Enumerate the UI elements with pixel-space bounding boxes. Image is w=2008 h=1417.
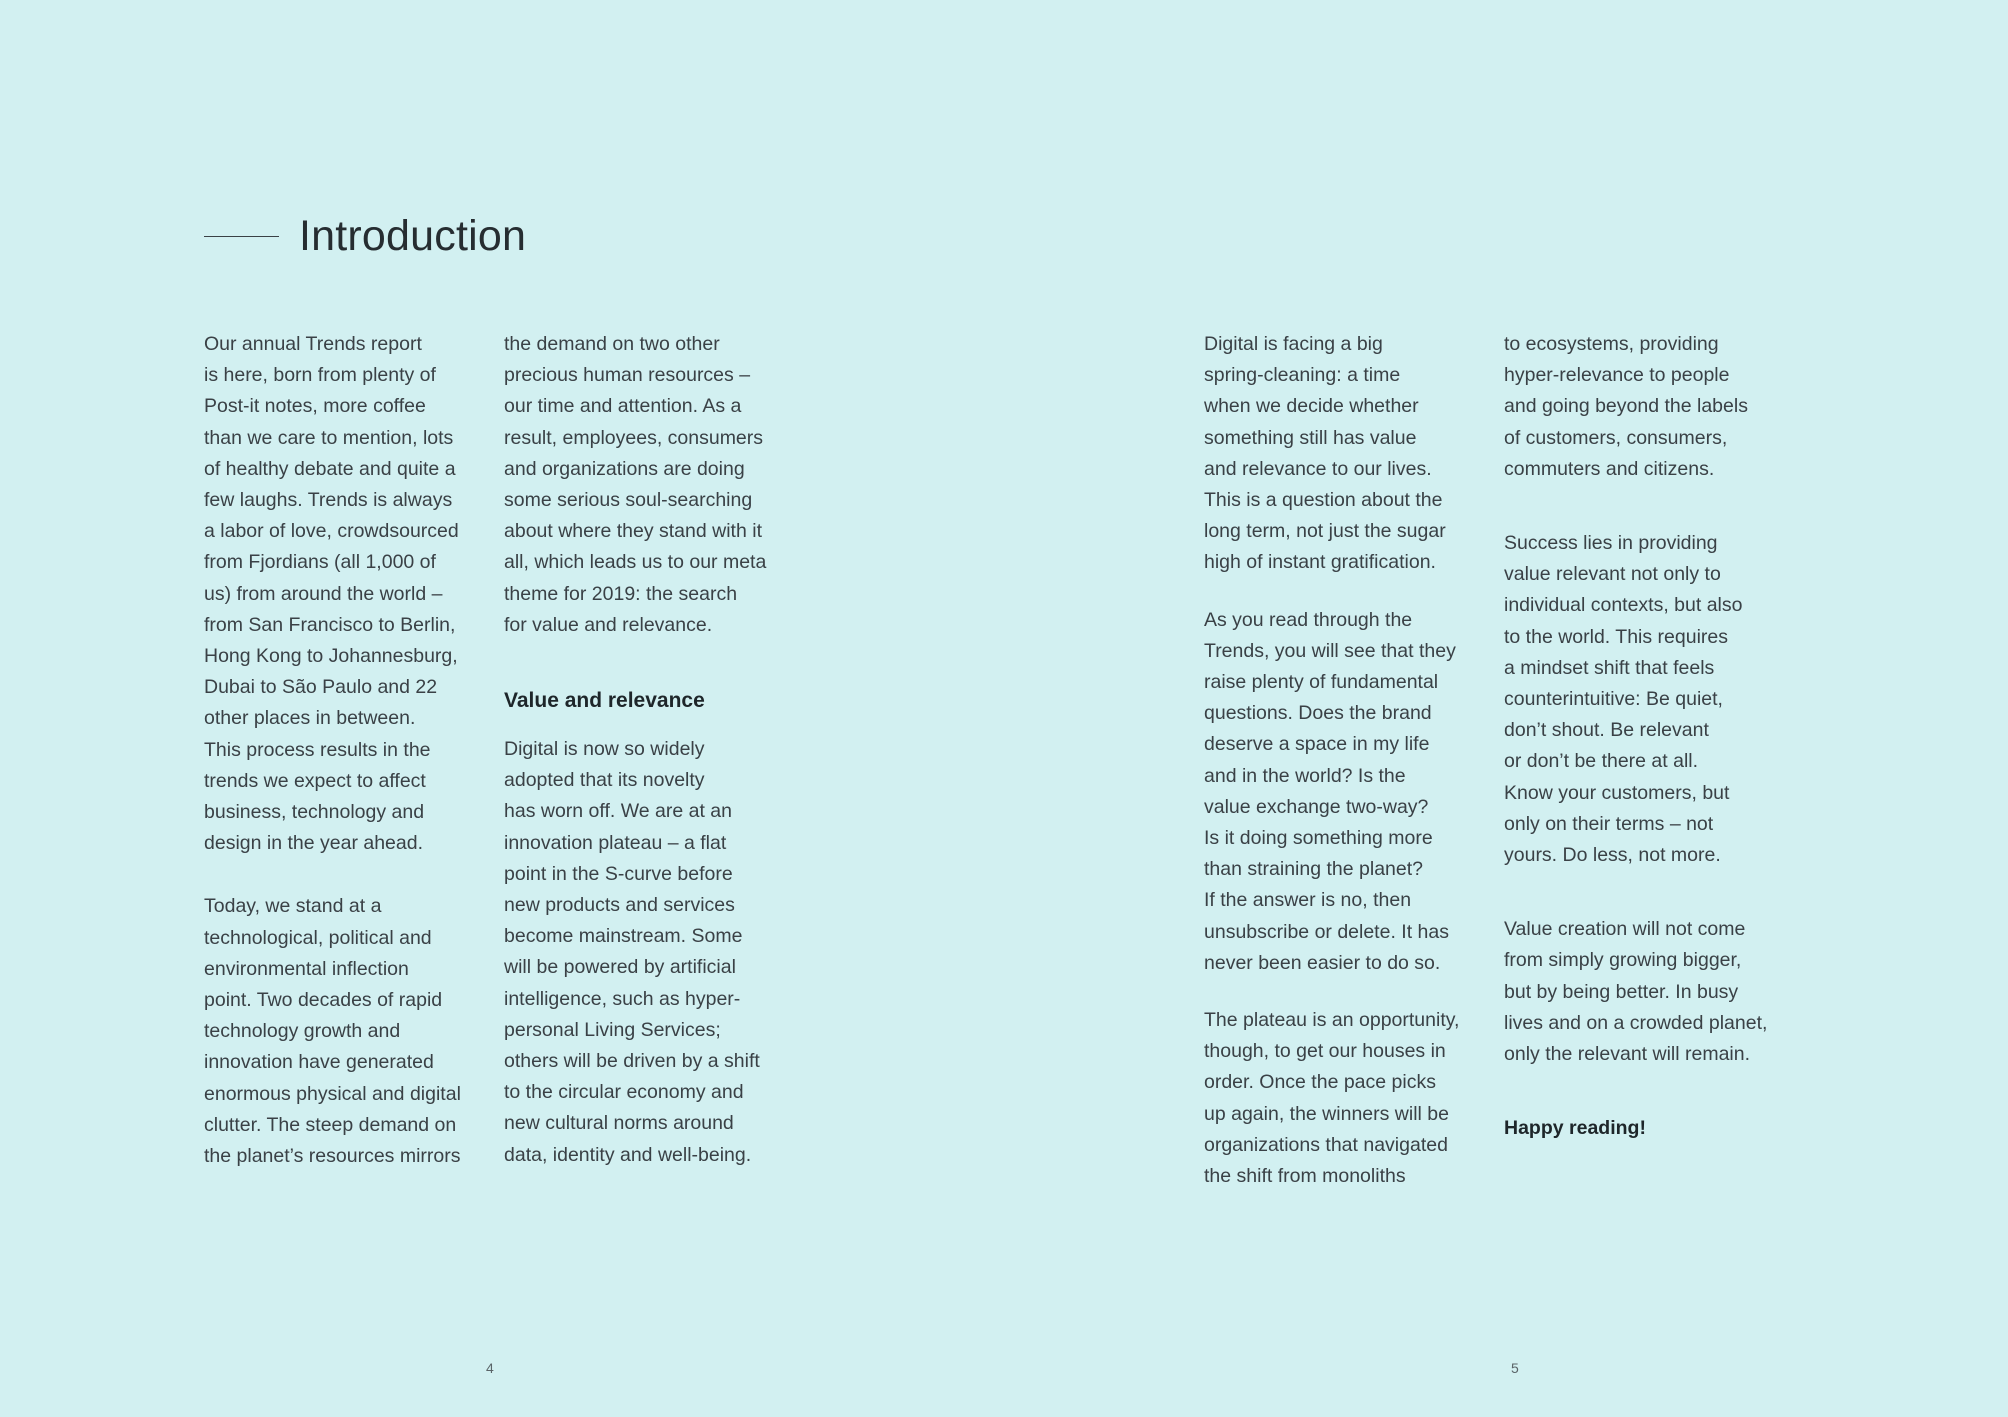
closing-line: Happy reading! xyxy=(1504,1117,1646,1140)
page-number-left: 4 xyxy=(486,1360,494,1376)
title-rule xyxy=(204,236,279,237)
paragraph: As you read through the Trends, you will see that they raise plenty of fundamental questions. Does the brand deserve a space in my life and in the world? Is the value exchange two-way? Is it doing something more than straining the planet? If the answer is no, then unsubscribe or delete. It has never been easier to do so. xyxy=(1204,608,1456,974)
page-number-right: 5 xyxy=(1511,1360,1519,1376)
paragraph: Digital is facing a big spring-cleaning: a time when we decide whether something still has value and relevance to our lives. This is a question about the long term, not just the sugar high of instant gratification. xyxy=(1204,333,1446,574)
paragraph: Success lies in providing value relevant not only to individual contexts, but also to the world. This requires a mindset shift that feels counterintuitive: Be quiet, don’t shout. Be relevant or don’t be there at all. Know your customers, but only on their terms – not yours. Do less, not more. xyxy=(1504,532,1743,867)
paragraph: the demand on two other precious human resources – our time and attention. As a result, employees, consumers and organizations are doing some serious soul-searching about where they stand with it all, which leads us to our meta theme for 2019: the search for value and relevance. xyxy=(504,333,767,636)
column-2 xyxy=(504,329,784,1171)
page-title: Introduction xyxy=(299,212,527,260)
paragraph: The plateau is an opportunity, though, to get our houses in order. Once the pace picks up again, the winners will be organizations that navigated the shift from monoliths xyxy=(1204,1009,1460,1188)
paragraph: Digital is now so widely adopted that its novelty has worn off. We are at an innovation plateau – a flat point in the S-curve before new products and services become mainstream. Some will be powered by artificial intelligence, such as hyper- personal Living Services; others will be driven by a shift to the circular economy and new cultural norms around data, identity and well-being. xyxy=(504,738,760,1166)
paragraph: to ecosystems, providing hyper-relevance to people and going beyond the labels of customers, consumers, commuters and citizens. xyxy=(1504,333,1748,480)
paragraph: Our annual Trends report is here, born from plenty of Post-it notes, more coffee than we care to mention, lots of healthy debate and quite a few laughs. Trends is always a labor of love, crowdsourced from Fjordians (all 1,000 of us) from around the world – from San Francisco to Berlin, Hong Kong to Johannesburg, Dubai to São Paulo and 22 other places in between. This process results in the trends we expect to affect business, technology and design in the year ahead. xyxy=(204,333,459,855)
section-subheading: Value and relevance xyxy=(504,689,705,713)
paragraph: Today, we stand at a technological, political and environmental inflection point. Two decades of rapid technology growth and innovation have generated enormous physical and digital clutter. The steep demand on the planet’s resources mirrors xyxy=(204,895,461,1168)
column-1 xyxy=(204,329,484,1172)
column-4 xyxy=(1504,329,1784,1163)
column-3 xyxy=(1204,329,1484,1192)
paragraph: Value creation will not come from simply growing bigger, but by being better. In busy lives and on a crowded planet, only the relevant will remain. xyxy=(1504,918,1768,1066)
